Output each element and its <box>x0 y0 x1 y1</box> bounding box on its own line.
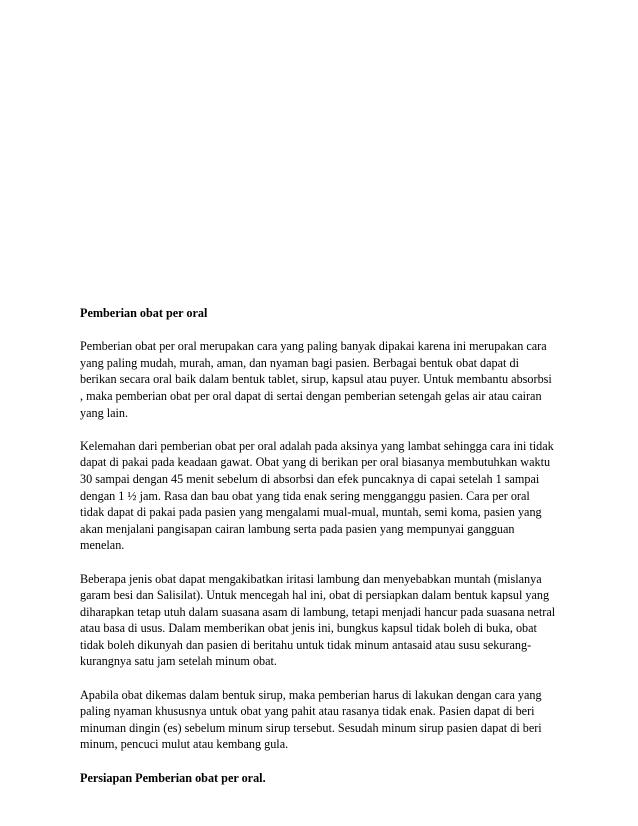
paragraph-line: paling nyaman khususnya untuk obat yang pahit atau rasanya tidak enak. Pasien dapat di beri <box>80 704 535 719</box>
paragraph-line: dengan 1 ½ jam. Rasa dan bau obat yang tida enak sering mengganggu pasien. Cara per oral <box>80 488 530 503</box>
paragraph-line: kurangnya satu jam setelah minum obat. <box>80 654 277 669</box>
paragraph-line: yang paling mudah, murah, aman, dan nyaman bagi pasien. Berbagai bentuk obat dapat di <box>80 355 519 370</box>
section-title: Pemberian obat per oral <box>80 306 208 320</box>
paragraph-line: 30 sampai dengan 45 menit sebelum di absorbsi dan efek puncaknya di capai setelah 1 sampai <box>80 471 540 486</box>
document-page <box>80 305 570 803</box>
paragraph-line: atau basa di usus. Dalam memberikan obat jenis ini, bungkus kapsul tidak boleh di buka, obat <box>80 621 537 636</box>
paragraph-3 <box>80 571 570 671</box>
paragraph-line: , maka pemberian obat per oral dapat di sertai dengan pemberian setengah gelas air atau cairan <box>80 388 542 403</box>
paragraph-line: berikan secara oral baik dalam bentuk tablet, sirup, kapsul atau puyer. Untuk membantu absorbsi <box>80 372 552 387</box>
paragraph-line: Beberapa jenis obat dapat mengakibatkan iritasi lambung dan menyebabkan muntah (mislanya <box>80 571 542 586</box>
paragraph-line: minum, pencuci mulut atau kembang gula. <box>80 737 289 752</box>
paragraph-line: diharapkan tetap utuh dalam suasana asam di lambung, tetapi menjadi hancur pada suasana netral <box>80 604 556 619</box>
paragraph-1 <box>80 338 570 421</box>
paragraph-line: minuman dingin (es) sebelum minum sirup tersebut. Sesudah minum sirup pasien dapat di beri <box>80 720 542 735</box>
paragraph-line: Pemberian obat per oral merupakan cara yang paling banyak dipakai karena ini merupakan cara <box>80 339 547 354</box>
paragraph-line: dapat di pakai pada keadaan gawat. Obat yang di berikan per oral biasanya membutuhkan waktu <box>80 455 551 470</box>
paragraph-line: garam besi dan Salisilat). Untuk mencegah hal ini, obat di persiapkan dalam bentuk kapsul yang <box>80 588 550 603</box>
paragraph-line: menelan. <box>80 538 125 553</box>
paragraph-line: Apabila obat dikemas dalam bentuk sirup, maka pemberian harus di lakukan dengan cara yang <box>80 687 542 702</box>
paragraph-line: Kelemahan dari pemberian obat per oral adalah pada aksinya yang lambat sehingga cara ini tidak <box>80 438 554 453</box>
paragraph-line: tidak boleh dikunyah dan pasien di beritahu untuk tidak minum antasaid atau susu sekurang- <box>80 637 532 652</box>
paragraph-line: akan menjalani pangisapan cairan lambung serta pada pasien yang mempunyai gangguan <box>80 521 515 536</box>
paragraph-line: tidak dapat di pakai pada pasien yang mengalami mual-mual, muntah, semi koma, pasien yang <box>80 505 542 520</box>
paragraph-4 <box>80 687 570 753</box>
paragraph-line: yang lain. <box>80 405 129 420</box>
paragraph-2 <box>80 438 570 554</box>
section-subheading: Persiapan Pemberian obat per oral. <box>80 770 266 785</box>
